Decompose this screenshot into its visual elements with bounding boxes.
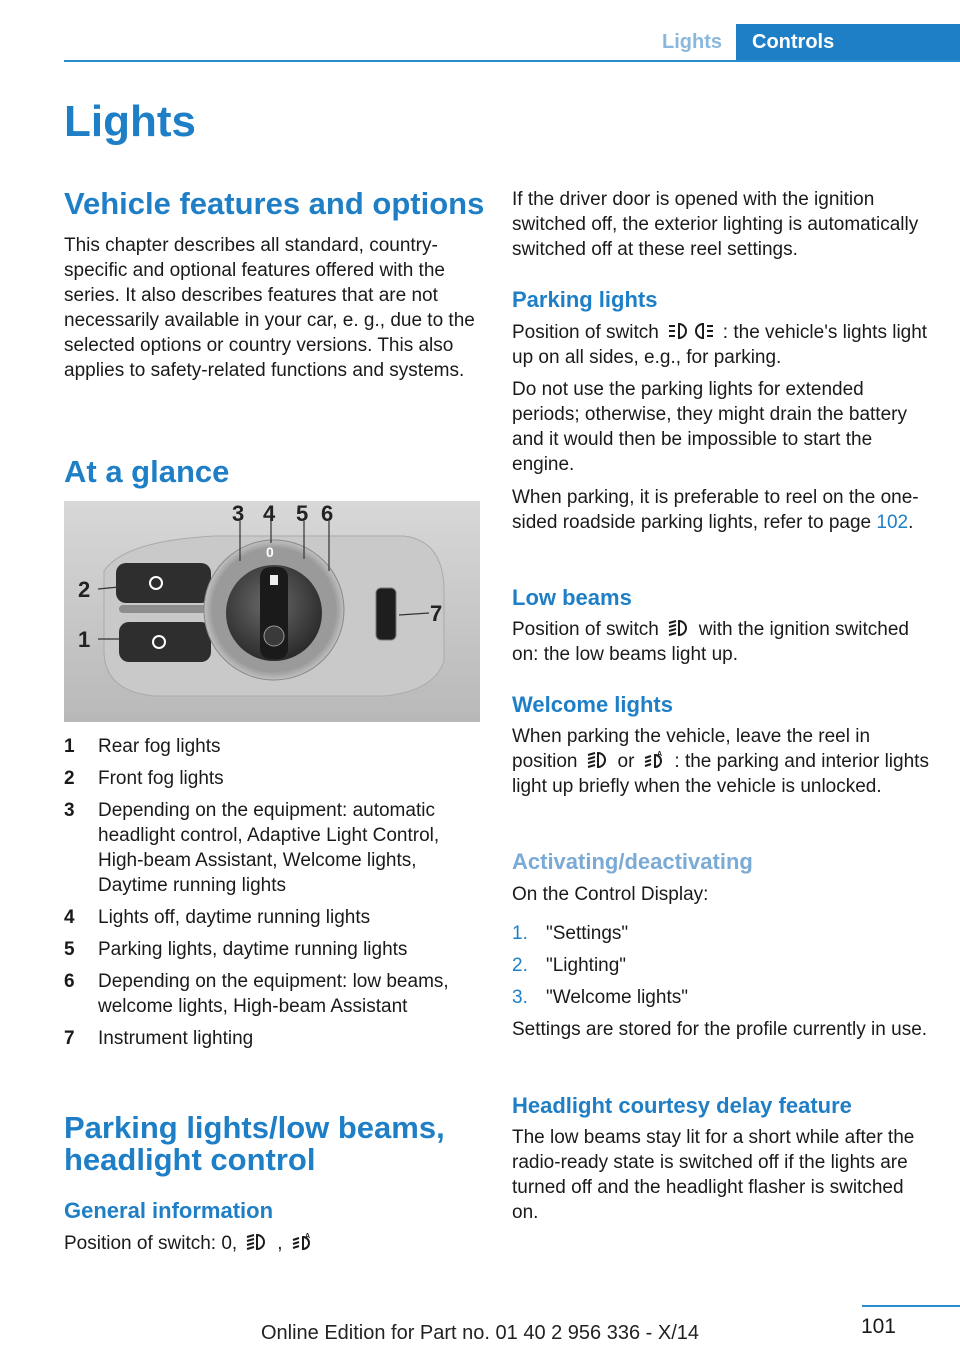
- legend-item: 7 Instrument lighting: [64, 1028, 254, 1049]
- svg-text:A: A: [305, 1233, 311, 1240]
- low-beam-icon: [586, 750, 610, 770]
- legend-item: 5 Parking lights, daytime running lights: [64, 939, 408, 960]
- page-title: Lights: [64, 97, 196, 146]
- paragraph-general-information: Position of switch: 0, , A: [64, 1231, 484, 1256]
- callout-6: 6: [321, 501, 334, 526]
- heading-general-information: General information: [64, 1198, 274, 1223]
- front-fog-button: [116, 563, 211, 603]
- page-number: 101: [860, 1315, 896, 1338]
- svg-text:A: A: [657, 751, 663, 758]
- paragraph-parking-lights-1: Position of switch : the vehicle's lights light up on all sides, e.g., for parking.: [512, 322, 928, 368]
- heading-vehicle-features: Vehicle features and options: [64, 186, 485, 221]
- legend-item: 2 Front fog lights: [64, 768, 224, 789]
- callout-5: 5: [296, 501, 309, 526]
- light-switch-figure: [64, 501, 480, 722]
- paragraph-parking-lights-2: Do not use the parking lights for extended periods; otherwise, they might drain the battery and it would then be impossible to start the engine.: [512, 379, 907, 475]
- header-chapter-tab: Controls: [736, 24, 960, 60]
- callout-3: 3: [232, 501, 245, 526]
- page-link-102[interactable]: 102: [876, 512, 909, 533]
- paragraph-courtesy-delay: The low beams stay lit for a short while after the radio-ready state is switched off if the lights are turned off and the headlight flasher is switched on.: [512, 1127, 915, 1223]
- paragraph-parking-lights-3: When parking, it is preferable to reel on the one-sided roadside parking lights, refer to page 102.: [512, 487, 919, 533]
- paragraph-low-beams: Position of switch with the ignition switched on: the low beams light up.: [512, 619, 909, 665]
- legend-item: 3 Depending on the equipment: automatic headlight control, Adaptive Light Control, High-beam Assistant, Welcome lights, Daytime running lights: [64, 800, 440, 896]
- figure-legend: [64, 734, 484, 1058]
- paragraph-driver-door: If the driver door is opened with the ignition switched off, the exterior lighting is automatically switched off at these reel settings.: [512, 189, 919, 260]
- paragraph-vehicle-features: This chapter describes all standard, country-specific and optional features offered with the series. It also describes features that are not necessarily available in your car, e. g., due to the selected options or country versions. This also applies to safety-related functions and systems.: [64, 235, 475, 381]
- knob-indicator: [270, 575, 278, 585]
- automatic-headlight-icon: [290, 1232, 314, 1252]
- header-section-tab: Lights: [662, 30, 722, 53]
- parking-lights-icon: [667, 321, 715, 341]
- auto-light-button: [264, 626, 284, 646]
- footer-rule: [862, 1305, 960, 1307]
- heading-at-a-glance: At a glance: [64, 454, 230, 489]
- heading-activating-deactivating: Activating/deactivating: [512, 849, 753, 874]
- callout-2: 2: [78, 577, 91, 602]
- list-item: 3. "Welcome lights": [512, 987, 688, 1008]
- callout-1: 1: [78, 627, 91, 652]
- low-beam-icon: [667, 618, 691, 638]
- footer-edition: Online Edition for Part no. 01 40 2 956 336 - X/14: [260, 1322, 700, 1344]
- list-item: 1. "Settings": [512, 923, 629, 944]
- heading-parking-low-beams: Parking lights/low beams, headlight control: [64, 1110, 445, 1177]
- header-rule: [64, 60, 960, 62]
- automatic-headlight-icon: [642, 750, 666, 770]
- callout-7: 7: [430, 601, 443, 626]
- legend-item: 4 Lights off, daytime running lights: [64, 907, 371, 928]
- heading-low-beams: Low beams: [512, 585, 632, 610]
- knob-position-zero: 0: [266, 544, 274, 560]
- callout-4: 4: [263, 501, 276, 526]
- paragraph-welcome-lights: When parking the vehicle, leave the reel in position or A : the parking and interior lights light up briefly when the vehicle is unlocked.: [512, 726, 929, 797]
- settings-steps: [512, 921, 932, 1017]
- heading-welcome-lights: Welcome lights: [512, 692, 673, 717]
- legend-item: 6 Depending on the equipment: low beams, welcome lights, High-beam Assistant: [64, 971, 449, 1017]
- legend-item: 1 Rear fog lights: [64, 736, 221, 757]
- low-beam-icon: [245, 1232, 269, 1252]
- list-item: 2. "Lighting": [512, 955, 627, 976]
- heading-courtesy-delay: Headlight courtesy delay feature: [512, 1093, 852, 1118]
- paragraph-control-display: On the Control Display:: [512, 884, 709, 905]
- paragraph-settings-stored: Settings are stored for the profile currently in use.: [512, 1019, 928, 1040]
- heading-parking-lights: Parking lights: [512, 287, 658, 312]
- instrument-light-wheel: [376, 588, 396, 640]
- button-separator: [119, 605, 211, 613]
